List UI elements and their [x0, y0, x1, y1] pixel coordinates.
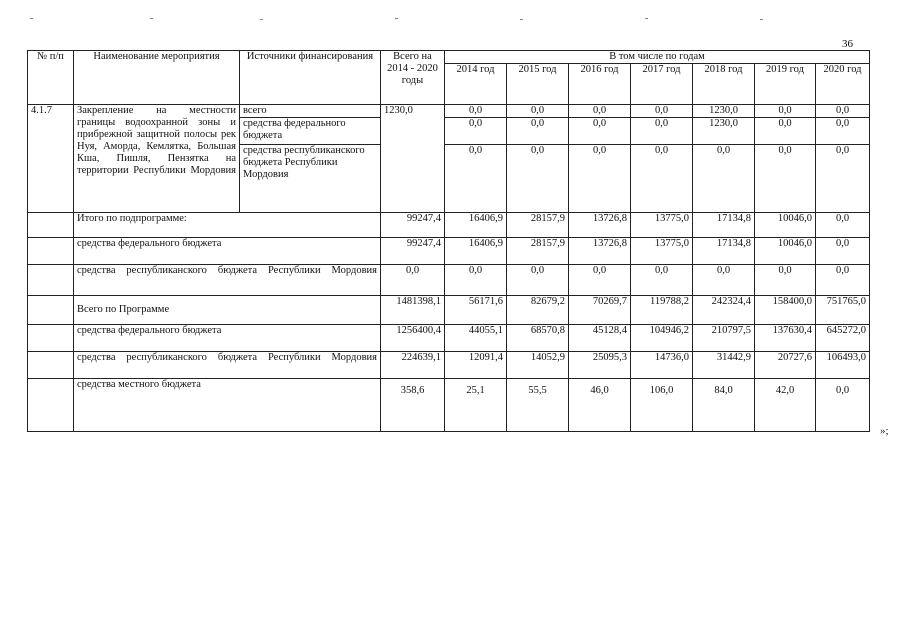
header-total: Всего на 2014 - 2020 годы — [381, 51, 445, 105]
scan-speck — [520, 19, 523, 20]
header-by-years: В том числе по годам — [445, 51, 870, 64]
value-cell: 104946,2 — [631, 325, 693, 352]
summary-row — [28, 296, 870, 325]
summary-label: средства республиканского бюджета Республики Мордовия — [74, 265, 381, 296]
header-year: 2016 год — [569, 64, 631, 105]
summary-row — [28, 325, 870, 352]
summary-label: средства республиканского бюджета Республики Мордовия — [74, 352, 381, 379]
header-year: 2017 год — [631, 64, 693, 105]
value-cell: 0,0 — [693, 265, 755, 296]
value-cell: 0,0 — [569, 145, 631, 213]
value-cell: 0,0 — [631, 118, 693, 145]
value-cell: 25,1 — [445, 379, 507, 432]
item-name: Закрепление на местности границы водоохранной зоны и прибрежной защитной полосы рек Нуя, Аморда, Кемлятка, Большая Кша, Пишля, Пензятка на территории Республики Мордовия — [74, 105, 240, 213]
value-cell: 28157,9 — [507, 238, 569, 265]
value-cell: 0,0 — [755, 105, 816, 118]
value-cell: 0,0 — [631, 145, 693, 213]
scan-speck — [395, 18, 398, 19]
value-cell: 82679,2 — [507, 296, 569, 325]
value-cell: 25095,3 — [569, 352, 631, 379]
value-cell: 0,0 — [755, 145, 816, 213]
empty-cell — [28, 296, 74, 325]
value-cell: 0,0 — [445, 145, 507, 213]
value-cell: 13775,0 — [631, 213, 693, 238]
value-cell: 56171,6 — [445, 296, 507, 325]
value-cell: 10046,0 — [755, 238, 816, 265]
page-number: 36 — [842, 38, 853, 50]
summary-label: средства федерального бюджета — [74, 238, 381, 265]
scan-speck — [150, 18, 153, 19]
summary-total: 0,0 — [381, 265, 445, 296]
financing-table — [27, 50, 870, 432]
value-cell: 0,0 — [507, 145, 569, 213]
header-sources: Источники финансирования — [240, 51, 381, 105]
value-cell: 106493,0 — [816, 352, 870, 379]
value-cell: 16406,9 — [445, 213, 507, 238]
empty-cell — [28, 238, 74, 265]
header-num: № п/п — [28, 51, 74, 105]
summary-label: Итого по подпрограмме: — [74, 213, 381, 238]
value-cell: 55,5 — [507, 379, 569, 432]
value-cell: 751765,0 — [816, 296, 870, 325]
header-year: 2018 год — [693, 64, 755, 105]
value-cell: 17134,8 — [693, 213, 755, 238]
value-cell: 158400,0 — [755, 296, 816, 325]
value-cell: 645272,0 — [816, 325, 870, 352]
value-cell: 106,0 — [631, 379, 693, 432]
summary-label: средства местного бюджета — [74, 379, 381, 432]
item-number: 4.1.7 — [28, 105, 74, 213]
summary-total: 99247,4 — [381, 238, 445, 265]
summary-row — [28, 352, 870, 379]
summary-total: 1481398,1 — [381, 296, 445, 325]
value-cell: 0,0 — [816, 213, 870, 238]
value-cell: 0,0 — [755, 118, 816, 145]
value-cell: 42,0 — [755, 379, 816, 432]
value-cell: 210797,5 — [693, 325, 755, 352]
value-cell: 68570,8 — [507, 325, 569, 352]
summary-label: Всего по Программе — [74, 296, 381, 325]
value-cell: 0,0 — [816, 265, 870, 296]
summary-row — [28, 265, 870, 296]
value-cell: 44055,1 — [445, 325, 507, 352]
value-cell: 0,0 — [816, 118, 870, 145]
header-year: 2020 год — [816, 64, 870, 105]
value-cell: 31442,9 — [693, 352, 755, 379]
scan-speck — [645, 18, 648, 19]
scan-speck — [760, 19, 763, 20]
value-cell: 13726,8 — [569, 213, 631, 238]
value-cell: 0,0 — [569, 265, 631, 296]
value-cell: 0,0 — [445, 105, 507, 118]
value-cell: 0,0 — [569, 118, 631, 145]
item-source: средства республиканского бюджета Республики Мордовия — [240, 145, 381, 213]
header-year: 2019 год — [755, 64, 816, 105]
value-cell: 46,0 — [569, 379, 631, 432]
value-cell: 0,0 — [445, 118, 507, 145]
value-cell: 10046,0 — [755, 213, 816, 238]
header-name: Наименование мероприятия — [74, 51, 240, 105]
item-total: 1230,0 — [381, 105, 445, 213]
table-row — [28, 105, 870, 118]
empty-cell — [28, 213, 74, 238]
value-cell: 45128,4 — [569, 325, 631, 352]
summary-total: 224639,1 — [381, 352, 445, 379]
summary-total: 358,6 — [381, 379, 445, 432]
value-cell: 1230,0 — [693, 118, 755, 145]
item-source: средства федерального бюджета — [240, 118, 381, 145]
empty-cell — [28, 352, 74, 379]
value-cell: 0,0 — [631, 105, 693, 118]
value-cell: 0,0 — [631, 265, 693, 296]
value-cell: 14736,0 — [631, 352, 693, 379]
summary-row — [28, 213, 870, 238]
closing-quote-mark: »; — [880, 425, 889, 437]
scan-speck — [30, 18, 33, 19]
value-cell: 0,0 — [816, 238, 870, 265]
empty-cell — [28, 325, 74, 352]
value-cell: 12091,4 — [445, 352, 507, 379]
summary-total: 99247,4 — [381, 213, 445, 238]
value-cell: 0,0 — [507, 265, 569, 296]
empty-cell — [28, 265, 74, 296]
scan-speck — [260, 19, 263, 20]
summary-row — [28, 238, 870, 265]
summary-total: 1256400,4 — [381, 325, 445, 352]
summary-label: средства федерального бюджета — [74, 325, 381, 352]
value-cell: 20727,6 — [755, 352, 816, 379]
value-cell: 28157,9 — [507, 213, 569, 238]
value-cell: 242324,4 — [693, 296, 755, 325]
value-cell: 0,0 — [816, 105, 870, 118]
value-cell: 1230,0 — [693, 105, 755, 118]
value-cell: 17134,8 — [693, 238, 755, 265]
value-cell: 119788,2 — [631, 296, 693, 325]
value-cell: 0,0 — [816, 145, 870, 213]
value-cell: 0,0 — [755, 265, 816, 296]
value-cell: 0,0 — [693, 145, 755, 213]
value-cell: 0,0 — [445, 265, 507, 296]
header-year: 2015 год — [507, 64, 569, 105]
summary-row — [28, 379, 870, 432]
value-cell: 0,0 — [507, 105, 569, 118]
value-cell: 0,0 — [816, 379, 870, 432]
value-cell: 13726,8 — [569, 238, 631, 265]
value-cell: 84,0 — [693, 379, 755, 432]
value-cell: 14052,9 — [507, 352, 569, 379]
empty-cell — [28, 379, 74, 432]
value-cell: 0,0 — [569, 105, 631, 118]
value-cell: 16406,9 — [445, 238, 507, 265]
header-year: 2014 год — [445, 64, 507, 105]
item-source: всего — [240, 105, 381, 118]
value-cell: 137630,4 — [755, 325, 816, 352]
value-cell: 0,0 — [507, 118, 569, 145]
value-cell: 13775,0 — [631, 238, 693, 265]
value-cell: 70269,7 — [569, 296, 631, 325]
